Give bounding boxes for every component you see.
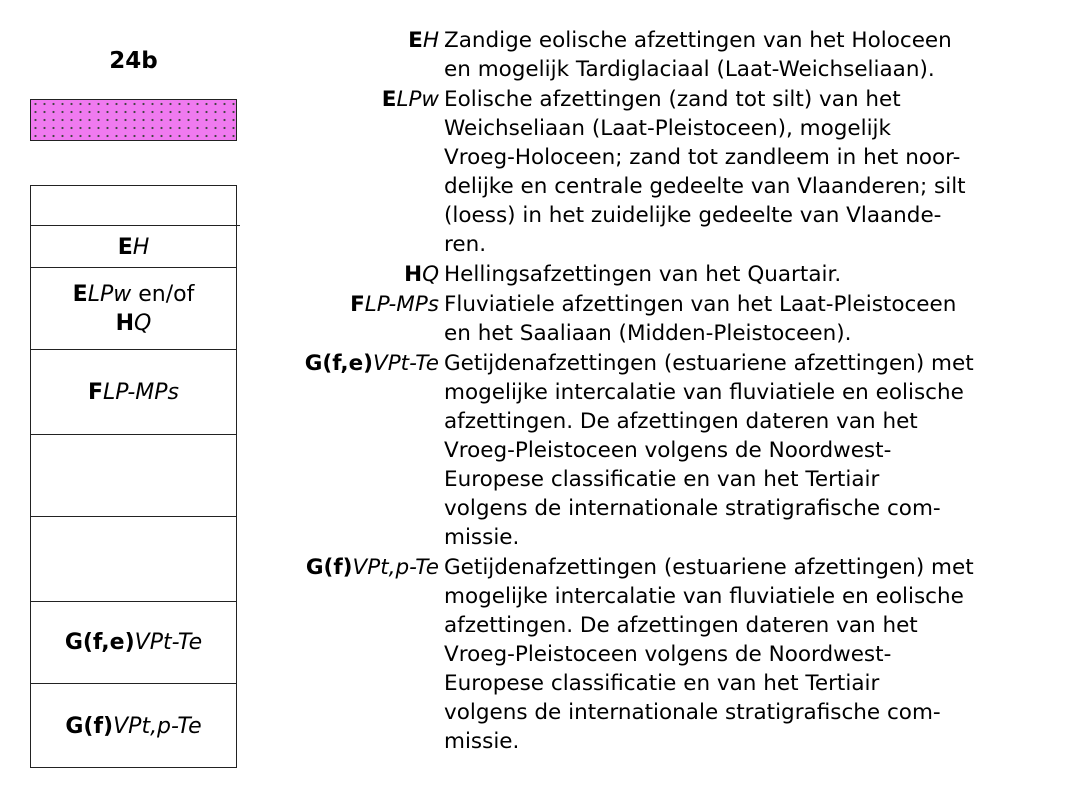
legend-line: ren. — [444, 232, 487, 257]
code-segment: en/of — [131, 281, 195, 307]
code-segment: E — [408, 28, 423, 53]
code-segment: F — [88, 379, 104, 405]
code-segment: E — [117, 234, 133, 260]
code-segment: LPw — [87, 281, 132, 307]
code-segment: VPt,p-Te — [352, 555, 439, 580]
legend-code — [404, 260, 446, 289]
legend-line: afzettingen. De afzettingen dateren van het — [444, 409, 918, 434]
code-segment: G(f) — [65, 713, 114, 739]
code-segment: VPt-Te — [134, 630, 203, 655]
legend-entry — [262, 349, 1042, 552]
code-segment: VPt-Te — [372, 351, 439, 376]
layer-label-line — [116, 309, 152, 338]
code-segment: G(f,e) — [304, 351, 373, 376]
layer-label — [118, 233, 150, 262]
legend-line: en mogelijk Tardiglaciaal (Laat-Weichseliaan). — [444, 57, 935, 82]
legend-description — [444, 290, 1044, 348]
legend-line: Getijdenafzettingen (estuariene afzettingen) met — [444, 351, 974, 376]
legend-line: mogelijke intercalatie van fluviatiele en eolische — [444, 584, 964, 609]
legend-line: Eolische afzettingen (zand tot silt) van het — [444, 87, 901, 112]
legend-line: missie. — [444, 525, 520, 550]
layer-label-line — [73, 280, 195, 309]
legend-entry — [262, 85, 1042, 259]
layer-elpw-hq — [31, 268, 236, 349]
layer-gfe-vpt-te — [31, 602, 236, 683]
code-segment: G(f) — [305, 555, 353, 580]
legend-description — [444, 349, 1044, 552]
legend-line: Fluviatiele afzettingen van het Laat-Pleistoceen — [444, 292, 957, 317]
code-segment: LP-MPs — [364, 292, 439, 317]
legend-line: Getijdenafzettingen (estuariene afzettingen) met — [444, 555, 974, 580]
legend-code — [382, 85, 446, 114]
legend-line: (loess) in het zuidelijke gedeelte van Vlaande- — [444, 203, 942, 228]
legend-code — [305, 349, 446, 378]
profile-title: 24b — [109, 48, 158, 74]
stratigraphic-column — [30, 185, 237, 768]
code-segment: Q — [134, 310, 152, 336]
layer-flp-mps — [31, 350, 236, 434]
legend-line: Vroeg-Pleistoceen volgens de Noordwest- — [444, 642, 892, 667]
legend-line: Vroeg-Holoceen; zand tot zandleem in het noor- — [444, 145, 961, 170]
code-segment: F — [350, 292, 365, 317]
code-segment: E — [381, 87, 397, 112]
layer-blank-1 — [31, 435, 236, 516]
legend-entry — [262, 290, 1042, 348]
legend-line: Hellingsafzettingen van het Quartair. — [444, 262, 842, 287]
legend-line: missie. — [444, 729, 520, 754]
legend-line: volgens de internationale stratigrafische com- — [444, 496, 941, 521]
legend-line: afzettingen. De afzettingen dateren van het — [444, 613, 918, 638]
code-segment: H — [422, 28, 439, 53]
legend-code — [306, 553, 446, 582]
legend-line: mogelijke intercalatie van fluviatiele en eolische — [444, 380, 964, 405]
legend-entry — [262, 260, 1042, 289]
layer-label — [65, 628, 202, 657]
legend-line: en het Saaliaan (Midden-Pleistoceen). — [444, 321, 852, 346]
legend-description — [444, 85, 1044, 259]
legend-line: Europese classificatie en van het Tertiair — [444, 467, 880, 492]
layer-blank-2 — [31, 517, 236, 601]
legend-description — [444, 553, 1044, 756]
layer-eh — [31, 227, 236, 267]
legend — [262, 26, 1042, 757]
legend-description — [444, 260, 1044, 289]
code-segment: H — [404, 262, 423, 287]
legend-entry — [262, 26, 1042, 84]
legend-line: Vroeg-Pleistoceen volgens de Noordwest- — [444, 438, 892, 463]
code-segment: Q — [422, 262, 439, 287]
code-segment: G(f,e) — [64, 630, 135, 655]
sandy-layer-swatch — [30, 99, 237, 141]
legend-line: delijke en centrale gedeelte van Vlaanderen; silt — [444, 174, 966, 199]
code-segment: LP-MPs — [103, 379, 179, 405]
legend-code — [350, 290, 446, 319]
legend-line: volgens de internationale stratigrafische com- — [444, 700, 941, 725]
layer-gf-vpt-p-te — [31, 684, 236, 768]
legend-entry — [262, 553, 1042, 756]
legend-line: Europese classificatie en van het Tertiair — [444, 671, 880, 696]
legend-description — [444, 26, 1044, 84]
code-segment: H — [115, 310, 135, 336]
layer-label — [65, 712, 201, 741]
layer-top — [31, 186, 236, 226]
legend-code — [408, 26, 446, 55]
legend-line: Weichseliaan (Laat-Pleistoceen), mogelijk — [444, 116, 891, 141]
layer-label — [88, 378, 179, 407]
code-segment: H — [132, 234, 150, 260]
code-segment: E — [72, 281, 88, 307]
layer-divider — [31, 225, 240, 226]
code-segment: LPw — [396, 87, 439, 112]
code-segment: VPt,p-Te — [113, 713, 202, 739]
legend-line: Zandige eolische afzettingen van het Holoceen — [444, 28, 952, 53]
